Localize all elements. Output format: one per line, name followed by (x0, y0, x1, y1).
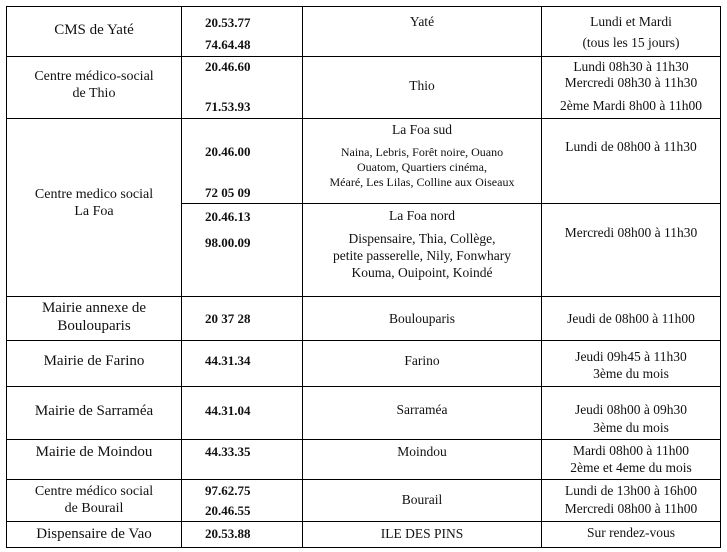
location-cell (303, 341, 542, 387)
hours-line: Jeudi 08h00 à 09h30 (574, 402, 688, 417)
hours-line: Mercredi 08h30 à 11h30 (564, 75, 698, 90)
phone-number: 72 05 09 (205, 185, 251, 200)
name-cell (7, 341, 182, 387)
phone-cell (182, 297, 303, 341)
location-name: Bourail (401, 492, 443, 507)
phone-cell (182, 7, 303, 57)
phone-number: 98.00.09 (205, 235, 251, 251)
site-name: La Foa (74, 204, 114, 219)
hours-line: Mercredi 08h00 à 11h00 (564, 501, 698, 516)
phone-number: 20 37 28 (205, 311, 251, 326)
phone-number: 44.31.04 (205, 403, 251, 418)
phone-number: 20.53.77 (205, 15, 251, 30)
location-detail: Dispensaire, Thia, Collège, (348, 231, 496, 247)
hours-line: Jeudi de 08h00 à 11h00 (567, 311, 695, 326)
table-row (7, 297, 721, 341)
location-cell (303, 57, 542, 119)
phone-number: 20.53.88 (205, 526, 251, 541)
location-cell (303, 204, 542, 297)
phone-number: 71.53.93 (205, 99, 251, 114)
site-name: Dispensaire de Vao (36, 526, 152, 542)
hours-line: (tous les 15 jours) (582, 35, 680, 50)
location-detail: Ouatom, Quartiers cinéma, (357, 160, 487, 174)
phone-cell (182, 57, 303, 119)
name-cell (7, 440, 182, 480)
location-title: La Foa nord (389, 208, 455, 224)
hours-line: Jeudi 09h45 à 11h30 (575, 349, 687, 364)
hours-cell (542, 297, 721, 341)
location-title: La Foa sud (392, 122, 452, 137)
site-name: Centre médico-social (34, 69, 154, 84)
hours-cell (542, 7, 721, 57)
site-name: CMS de Yaté (54, 22, 134, 38)
location-name: Farino (404, 353, 440, 368)
location-cell (303, 480, 542, 522)
site-name: Boulouparis (57, 318, 131, 334)
location-cell (303, 119, 542, 204)
hours-cell (542, 522, 721, 548)
location-name: Yaté (409, 14, 435, 29)
hours-cell (542, 119, 721, 204)
location-cell (303, 297, 542, 341)
phone-number: 44.33.35 (205, 444, 251, 459)
site-name: Centre médico social (34, 484, 154, 499)
name-cell (7, 480, 182, 522)
name-cell (7, 297, 182, 341)
hours-line: Lundi 08h30 à 11h30 (573, 59, 689, 74)
location-cell (303, 387, 542, 440)
hours-line: Lundi de 08h00 à 11h30 (565, 139, 697, 154)
hours-line: Lundi et Mardi (590, 14, 672, 29)
site-name: Mairie de Sarraméa (34, 403, 154, 419)
location-cell (303, 522, 542, 548)
location-detail: petite passerelle, Nily, Fonwhary (333, 248, 511, 264)
location-detail: Kouma, Ouipoint, Koindé (351, 265, 493, 281)
site-name: de Bourail (64, 501, 124, 516)
table-row (7, 440, 721, 480)
location-detail: Méaré, Les Lilas, Colline aux Oiseaux (329, 175, 515, 189)
site-name: Mairie de Moindou (35, 444, 153, 460)
name-cell (7, 119, 182, 297)
name-cell (7, 7, 182, 57)
schedule-table (6, 6, 721, 548)
location-name: Thio (409, 78, 435, 93)
phone-number: 20.46.00 (205, 144, 251, 159)
name-cell (7, 387, 182, 440)
name-cell (7, 57, 182, 119)
phone-cell (182, 119, 303, 204)
hours-line: Mercredi 08h00 à 11h30 (564, 225, 698, 241)
phone-number: 20.46.13 (205, 209, 251, 225)
location-cell (303, 440, 542, 480)
phone-cell (182, 387, 303, 440)
hours-line: Sur rendez-vous (586, 525, 676, 540)
phone-cell (182, 204, 303, 297)
hours-cell (542, 440, 721, 480)
phone-cell (182, 341, 303, 387)
site-name: de Thio (72, 86, 116, 101)
table-row (7, 387, 721, 440)
hours-line: 2ème Mardi 8h00 à 11h00 (560, 98, 702, 113)
location-name: Sarraméa (396, 402, 448, 417)
table-row (7, 341, 721, 387)
site-name: Mairie annexe de (41, 300, 147, 316)
table-row (7, 7, 721, 57)
site-name: Centre medico social (34, 187, 154, 202)
phone-number: 97.62.75 (205, 483, 251, 498)
hours-cell (542, 341, 721, 387)
phone-number: 74.64.48 (205, 37, 251, 52)
hours-line: Lundi de 13h00 à 16h00 (565, 483, 697, 498)
hours-cell (542, 387, 721, 440)
name-cell (7, 522, 182, 548)
location-detail: Naina, Lebris, Forêt noire, Ouano (340, 145, 504, 159)
hours-line: 3ème du mois (593, 420, 669, 435)
hours-line: Mardi 08h00 à 11h00 (572, 443, 690, 458)
location-name: ILE DES PINS (380, 526, 464, 541)
site-name: Mairie de Farino (43, 353, 145, 369)
phone-number: 44.31.34 (205, 353, 251, 368)
location-name: Moindou (397, 444, 447, 459)
phone-cell (182, 480, 303, 522)
table-row (7, 119, 721, 204)
location-name: Boulouparis (389, 311, 455, 326)
hours-line: 2ème et 4eme du mois (570, 460, 692, 475)
table-row (7, 57, 721, 119)
hours-line: 3ème du mois (593, 366, 669, 381)
hours-cell (542, 57, 721, 119)
table-row (7, 480, 721, 522)
location-cell (303, 7, 542, 57)
phone-number: 20.46.55 (205, 503, 251, 518)
phone-number: 20.46.60 (205, 59, 251, 74)
hours-cell (542, 204, 721, 297)
table-row (7, 522, 721, 548)
phone-cell (182, 440, 303, 480)
phone-cell (182, 522, 303, 548)
hours-cell (542, 480, 721, 522)
